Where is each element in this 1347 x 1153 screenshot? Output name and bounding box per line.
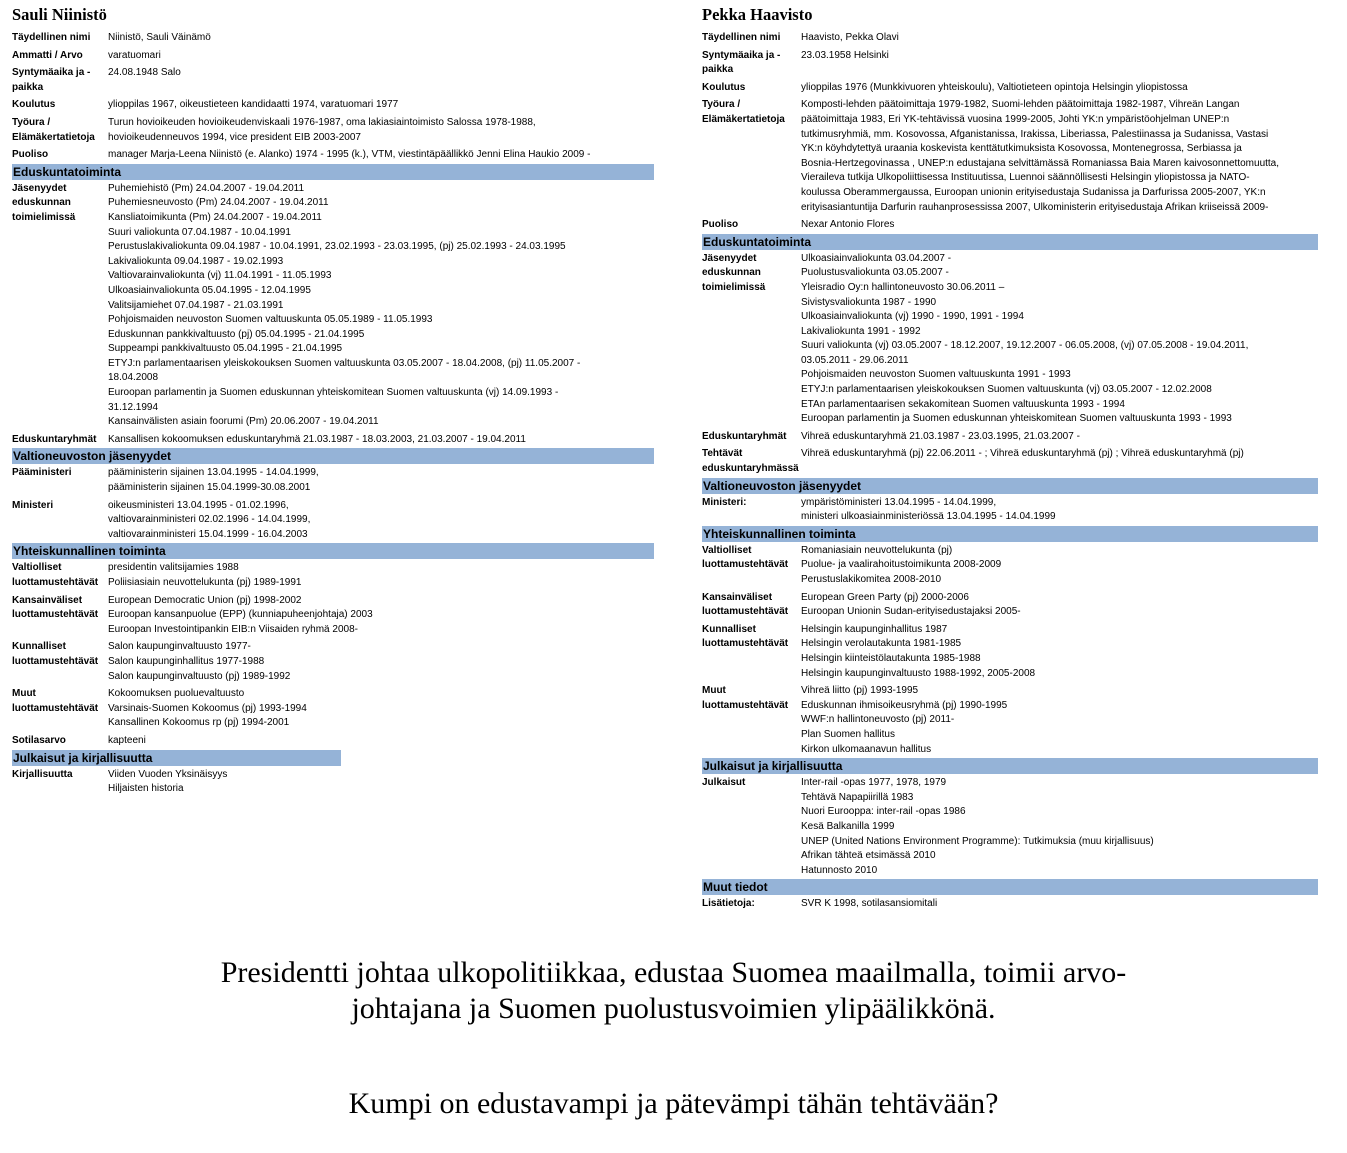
field-value bbox=[108, 182, 654, 430]
info-row bbox=[12, 116, 654, 145]
field-value bbox=[108, 499, 654, 543]
field-value-line: Vieraileva tutkija Ulkopoliittisessa Instituutissa, Luennoi säännöllisesti Helsingin yliopistossa ja NATO- bbox=[801, 172, 1250, 184]
field-label bbox=[702, 684, 801, 757]
field-value bbox=[108, 594, 654, 638]
person-name: Pekka Haavisto bbox=[702, 5, 813, 24]
government-row bbox=[12, 499, 654, 543]
field-value-line: 23.03.1958 Helsinki bbox=[801, 49, 889, 61]
field-label-line: Työura / bbox=[702, 99, 741, 111]
society-row bbox=[702, 544, 1318, 588]
field-value bbox=[108, 66, 654, 95]
field-value-line: European Green Party (pj) 2000-2006 bbox=[801, 591, 969, 603]
field-label-line: luottamustehtävät bbox=[702, 638, 789, 650]
field-label bbox=[702, 544, 801, 588]
section-header-yhteiskunnallinen: Yhteiskunnallinen toiminta bbox=[12, 543, 654, 559]
field-value-line: Varsinais-Suomen Kokoomus (pj) 1993-1994 bbox=[108, 702, 307, 714]
field-label-line: Elämäkertatietoja bbox=[12, 131, 95, 143]
field-value-line: ETAn parlamentaarisen sekakomitean Suomen valtuuskunta 1993 - 1994 bbox=[801, 398, 1125, 410]
field-label-line: Lisätietoja: bbox=[702, 898, 755, 910]
field-value-line: Vihreä eduskuntaryhmä (pj) 22.06.2011 - ; Vihreä eduskuntaryhmä (pj) ; Vihreä eduskuntaryhmä (pj) bbox=[801, 448, 1244, 460]
person-name: Sauli Niinistö bbox=[12, 5, 107, 24]
question bbox=[0, 1086, 1347, 1122]
field-label-line: Työura / bbox=[12, 116, 51, 128]
section-header-eduskunta: Eduskuntatoiminta bbox=[12, 164, 654, 180]
field-value-line: UNEP (United Nations Environment Programme): Tutkimuksia (muu kirjallisuus) bbox=[801, 835, 1154, 847]
field-label bbox=[702, 81, 801, 96]
field-value-line: Kokoomuksen puoluevaltuusto bbox=[108, 688, 245, 700]
field-value-line: hovioikeudenneuvos 1994, vice president EIB 2003-2007 bbox=[108, 131, 361, 143]
field-label bbox=[12, 98, 108, 113]
field-value-line: oikeusministeri 13.04.1995 - 01.02.1996, bbox=[108, 499, 289, 511]
society-row bbox=[12, 687, 654, 731]
field-value-line: Euroopan parlamentin ja Suomen eduskunnan yhteiskomitean Suomen valtuuskunta 1993 - 1993 bbox=[801, 413, 1232, 425]
field-label-line: Jäsenyydet bbox=[702, 252, 757, 264]
field-value bbox=[801, 430, 1318, 445]
field-value-line: Afrikan tähteä etsimässä 2010 bbox=[801, 850, 936, 862]
field-value bbox=[108, 768, 654, 797]
field-value-line: Kesä Balkanilla 1999 bbox=[801, 820, 895, 832]
info-row bbox=[12, 98, 654, 113]
field-label-line: luottamustehtävät bbox=[12, 655, 99, 667]
field-label-line: luottamustehtävät bbox=[12, 702, 99, 714]
field-value-line: varatuomari bbox=[108, 49, 161, 61]
field-label bbox=[12, 182, 108, 430]
field-value-line: Valtiovarainvaliokunta (vj) 11.04.1991 - 11.05.1993 bbox=[108, 270, 332, 282]
field-value-line: Lakivaliokunta 09.04.1987 - 19.02.1993 bbox=[108, 255, 284, 267]
field-value-line: valtiovarainministeri 15.04.1999 - 16.04.2003 bbox=[108, 528, 308, 540]
field-value bbox=[108, 433, 654, 448]
field-label bbox=[702, 776, 801, 878]
field-label-line: luottamustehtävät bbox=[12, 609, 99, 621]
field-value-line: Helsingin kaupunginhallitus 1987 bbox=[801, 623, 948, 635]
field-value-line: Kansallisen kokoomuksen eduskuntaryhmä 21.03.1987 - 18.03.2003, 21.03.2007 - 19.04.2011 bbox=[108, 433, 526, 445]
field-label-line: eduskunnan bbox=[12, 197, 71, 209]
field-value bbox=[108, 687, 654, 731]
field-value-line: Perustuslakivaliokunta 09.04.1987 - 10.04.1991, 23.02.1993 - 23.03.1995, (pj) 25.02.1993 - 24.03.1995 bbox=[108, 241, 566, 253]
info-row bbox=[12, 49, 654, 64]
field-value-line: Pohjoismaiden neuvoston Suomen valtuuskunta 1991 - 1993 bbox=[801, 369, 1071, 381]
groups-row bbox=[12, 433, 654, 448]
field-label-line: paikka bbox=[12, 81, 44, 93]
field-label-line: Kansainväliset bbox=[702, 591, 773, 603]
field-value-line: Euroopan kansanpuolue (EPP) (kunniapuheenjohtaja) 2003 bbox=[108, 609, 373, 621]
society-row bbox=[12, 640, 654, 684]
field-label-line: Pääministeri bbox=[12, 467, 72, 479]
field-label bbox=[12, 734, 108, 749]
field-value-line: Kansainvälisten asiain foorumi (Pm) 20.06.2007 - 19.04.2011 bbox=[108, 416, 379, 428]
field-label bbox=[12, 433, 108, 448]
field-value bbox=[801, 252, 1318, 427]
field-value-line: Puolue- ja vaalirahoitustoimikunta 2008-2009 bbox=[801, 559, 1002, 571]
field-value-line: manager Marja-Leena Niinistö (e. Alanko) 1974 - 1995 (k.), VTM, viestintäpäällikkö Jenni Elina Haukio 2009 - bbox=[108, 149, 591, 161]
section-header-julkaisut: Julkaisut ja kirjallisuutta bbox=[702, 758, 1318, 774]
field-label-line: Sotilasarvo bbox=[12, 734, 66, 746]
field-label bbox=[12, 768, 108, 797]
field-label-line: Ministeri: bbox=[702, 496, 747, 508]
field-value bbox=[108, 734, 654, 749]
field-value-line: Hiljaisten historia bbox=[108, 783, 184, 795]
field-label-line: toimielimissä bbox=[702, 281, 766, 293]
field-label bbox=[702, 447, 801, 476]
field-label-line: Kirjallisuutta bbox=[12, 768, 73, 780]
field-value bbox=[801, 49, 1318, 78]
field-label-line: luottamustehtävät bbox=[702, 606, 789, 618]
field-value-line: Ulkoasiainvaliokunta (vj) 1990 - 1990, 1991 - 1994 bbox=[801, 311, 1024, 323]
field-label bbox=[12, 640, 108, 684]
field-label bbox=[702, 31, 801, 46]
field-label bbox=[702, 430, 801, 445]
memberships-row bbox=[702, 252, 1318, 427]
field-value bbox=[801, 496, 1318, 525]
field-value-line: Plan Suomen hallitus bbox=[801, 728, 895, 740]
field-value bbox=[801, 31, 1318, 46]
field-value-line: kapteeni bbox=[108, 734, 146, 746]
field-label-line: Valtiolliset bbox=[12, 562, 62, 574]
field-value bbox=[801, 684, 1318, 757]
field-value-line: Kansallinen Kokoomus rp (pj) 1994-2001 bbox=[108, 717, 290, 729]
field-value bbox=[108, 640, 654, 684]
field-value-line: Euroopan Investointipankin EIB:n Viisaiden ryhmä 2008- bbox=[108, 623, 358, 635]
field-value-line: Salon kaupunginvaltuusto 1977- bbox=[108, 641, 251, 653]
field-value-line: Viiden Vuoden Yksinäisyys bbox=[108, 768, 228, 780]
society-row bbox=[12, 734, 654, 749]
right-profile bbox=[702, 4, 1318, 912]
field-label bbox=[702, 98, 801, 215]
field-value-line: presidentin valitsijamies 1988 bbox=[108, 562, 239, 574]
field-value-line: Niinistö, Sauli Väinämö bbox=[108, 32, 211, 43]
field-value-line: Ulkoasiainvaliokunta 05.04.1995 - 12.04.1995 bbox=[108, 284, 311, 296]
left-profile bbox=[12, 4, 654, 797]
field-label-line: paikka bbox=[702, 64, 734, 76]
field-label bbox=[702, 591, 801, 620]
field-value-line: Suppeampi pankkivaltuusto 05.04.1995 - 21.04.1995 bbox=[108, 343, 343, 355]
field-value-line: YK:n köyhdytettyä uraania koskevista kenttätutkimuksista Kosovossa, Montenegrossa, Serbiassa ja bbox=[801, 143, 1242, 155]
field-value bbox=[801, 81, 1318, 96]
field-value-line: Euroopan Unionin Sudan-erityisedustajaksi 2005- bbox=[801, 606, 1021, 618]
field-label-line: Kansainväliset bbox=[12, 594, 83, 606]
society-row bbox=[702, 591, 1318, 620]
info-row bbox=[702, 98, 1318, 215]
question-line: Kumpi on edustavampi ja pätevämpi tähän tehtävään? bbox=[348, 1087, 999, 1120]
field-label bbox=[702, 218, 801, 233]
field-label-line: luottamustehtävät bbox=[702, 559, 789, 571]
field-label-line: Koulutus bbox=[12, 99, 56, 111]
section-header-valtioneuvosto: Valtioneuvoston jäsenyydet bbox=[12, 448, 654, 464]
field-label-line: luottamustehtävät bbox=[702, 699, 789, 711]
field-label-line: Eduskuntaryhmät bbox=[12, 433, 97, 445]
field-value-line: Ulkoasiainvaliokunta 03.04.2007 - bbox=[801, 252, 952, 264]
field-label bbox=[12, 116, 108, 145]
field-value-line: pääministerin sijainen 13.04.1995 - 14.04.1999, bbox=[108, 467, 319, 479]
field-label-line: toimielimissä bbox=[12, 211, 76, 223]
field-label-line: eduskuntaryhmässä bbox=[702, 463, 799, 475]
field-value-line: Komposti-lehden päätoimittaja 1979-1982, Suomi-lehden päätoimittaja 1982-1987, Vihreän Langan bbox=[801, 99, 1240, 111]
field-value-line: ETYJ:n parlamentaarisen yleiskokouksen Suomen valtuuskunta (vj) 03.05.2007 - 12.02.2008 bbox=[801, 384, 1212, 396]
field-label bbox=[12, 594, 108, 638]
field-value-line: Inter-rail -opas 1977, 1978, 1979 bbox=[801, 777, 947, 789]
field-value-line: Sivistysvaliokunta 1987 - 1990 bbox=[801, 296, 937, 308]
field-label-line: Ministeri bbox=[12, 499, 54, 511]
extra-info-row bbox=[702, 897, 1318, 912]
literature-row bbox=[12, 768, 654, 797]
field-value-line: Salon kaupunginhallitus 1977-1988 bbox=[108, 655, 265, 667]
society-row bbox=[12, 594, 654, 638]
field-label bbox=[12, 31, 108, 46]
field-value-line: Helsingin kaupunginvaltuusto 1988-1992, 2005-2008 bbox=[801, 667, 1036, 679]
field-value-line: Haavisto, Pekka Olavi bbox=[801, 32, 899, 43]
field-value-line: Perustuslakikomitea 2008-2010 bbox=[801, 574, 942, 585]
field-value bbox=[108, 561, 654, 590]
field-value-line: Bosnia-Hertzegovinassa , UNEP:n edustajana selvittämässä Romaniassa Baia Maren kaivosonnettomuutta, bbox=[801, 157, 1280, 169]
government-row bbox=[702, 496, 1318, 525]
field-label-line: Julkaisut bbox=[702, 777, 746, 789]
field-value-line: ylioppilas 1976 (Munkkivuoren yhteiskoulu), Valtiotieteen opintoja Helsingin yliopistossa bbox=[801, 81, 1188, 93]
field-value-line: Puolustusvaliokunta 03.05.2007 - bbox=[801, 267, 949, 279]
field-value-line: Kansliatoimikunta (Pm) 24.04.2007 - 19.04.2011 bbox=[108, 211, 322, 223]
field-value bbox=[801, 591, 1318, 620]
section-header-valtioneuvosto: Valtioneuvoston jäsenyydet bbox=[702, 478, 1318, 494]
field-value-line: SVR K 1998, sotilasansiomitali bbox=[801, 898, 938, 910]
society-row bbox=[12, 561, 654, 590]
field-value bbox=[108, 116, 654, 145]
field-value bbox=[801, 98, 1318, 215]
publications-row bbox=[702, 776, 1318, 878]
bottom-text bbox=[0, 955, 1347, 1027]
field-label bbox=[702, 252, 801, 427]
field-label-line: Valtiolliset bbox=[702, 544, 752, 556]
field-label-line: Syntymäaika ja - bbox=[12, 67, 91, 79]
field-label-line: Eduskuntaryhmät bbox=[702, 430, 787, 442]
field-value-line: Suuri valiokunta (vj) 03.05.2007 - 18.12.2007, 19.12.2007 - 06.05.2008, (vj) 07.05.2008 - 19.04.2011, bbox=[801, 340, 1249, 352]
field-label bbox=[12, 687, 108, 731]
field-label bbox=[702, 496, 801, 525]
info-row bbox=[702, 49, 1318, 78]
field-label bbox=[12, 499, 108, 543]
memberships-row bbox=[12, 182, 654, 430]
field-label bbox=[12, 561, 108, 590]
field-value-line: Helsingin kiinteistölautakunta 1985-1988 bbox=[801, 652, 981, 664]
field-value bbox=[801, 623, 1318, 681]
field-value-line: Vihreä liitto (pj) 1993-1995 bbox=[801, 685, 919, 697]
field-value-line: koulussa Oberammergaussa, Euroopan unionin erityisedustaja Sudanissa ja Darfurissa 2005-2007, YK:n bbox=[801, 186, 1266, 198]
field-value-line: Yleisradio Oy:n hallintoneuvosto 30.06.2011 – bbox=[801, 281, 1005, 293]
society-row bbox=[702, 684, 1318, 757]
field-label-line: Elämäkertatietoja bbox=[702, 113, 785, 125]
field-label-line: Täydellinen nimi bbox=[702, 32, 781, 43]
field-label-line: Täydellinen nimi bbox=[12, 32, 91, 43]
field-value bbox=[801, 218, 1318, 233]
field-value-line: Eduskunnan ihmisoikeusryhmä (pj) 1990-1995 bbox=[801, 699, 1008, 711]
bottom-line-1: Presidentti johtaa ulkopolitiikkaa, edustaa Suomea maailmalla, toimii arvo- bbox=[220, 956, 1127, 989]
field-value bbox=[108, 98, 654, 113]
field-value-line: 18.04.2008 bbox=[108, 372, 159, 384]
field-value-line: pääministerin sijainen 15.04.1999-30.08.2001 bbox=[108, 482, 311, 494]
field-value-line: ETYJ:n parlamentaarisen yleiskokouksen Suomen valtuuskunta 03.05.2007 - 18.04.2008, (pj) 11.05.2007 - bbox=[108, 357, 581, 369]
field-label-line: eduskunnan bbox=[702, 267, 761, 279]
field-value-line: Tehtävä Napapiirillä 1983 bbox=[801, 791, 914, 803]
info-row bbox=[12, 66, 654, 95]
field-label-line: Kunnalliset bbox=[702, 623, 756, 635]
field-value-line: Lakivaliokunta 1991 - 1992 bbox=[801, 325, 921, 337]
government-row bbox=[12, 466, 654, 495]
field-value-line: Pohjoismaiden neuvoston Suomen valtuuskunta 05.05.1989 - 11.05.1993 bbox=[108, 314, 433, 326]
field-label-line: Muut bbox=[702, 685, 726, 697]
field-label-line: Koulutus bbox=[702, 81, 746, 93]
field-label-line: Kunnalliset bbox=[12, 641, 66, 653]
field-value-line: Suuri valiokunta 07.04.1987 - 10.04.1991 bbox=[108, 226, 291, 238]
field-value-line: Puhemiehistö (Pm) 24.04.2007 - 19.04.2011 bbox=[108, 182, 305, 194]
bottom-line-2: johtajana ja Suomen puolustusvoimien ylipäälikkönä. bbox=[351, 992, 996, 1025]
field-value bbox=[801, 544, 1318, 588]
field-value-line: European Democratic Union (pj) 1998-2002 bbox=[108, 594, 302, 606]
field-value-line: 24.08.1948 Salo bbox=[108, 67, 181, 79]
field-value-line: Helsingin verolautakunta 1981-1985 bbox=[801, 638, 962, 650]
field-value bbox=[801, 897, 1318, 912]
field-value-line: tutkimusryhmiä, mm. Kosovossa, Afganistanissa, Irakissa, Liberiassa, Palestiinassa ja Sudanissa, Vastasi bbox=[801, 128, 1269, 140]
info-row bbox=[12, 31, 654, 46]
section-header-muut: Muut tiedot bbox=[702, 879, 1318, 895]
field-label bbox=[702, 49, 801, 78]
field-value-line: Romaniasiain neuvottelukunta (pj) bbox=[801, 544, 953, 556]
field-value-line: ministeri ulkoasiainministeriössä 13.04.1995 - 14.04.1999 bbox=[801, 511, 1056, 523]
field-label-line: Puoliso bbox=[702, 219, 739, 231]
field-value-line: erityisasiantuntija Darfurin rauhanprosessissa 2007, Ulkoministerin erityisedustaja Afrikan kriiseissä 2009- bbox=[801, 201, 1269, 213]
info-row bbox=[702, 31, 1318, 46]
groups-row bbox=[702, 430, 1318, 445]
field-value-line: Puhemiesneuvosto (Pm) 24.04.2007 - 19.04.2011 bbox=[108, 197, 329, 209]
info-row bbox=[702, 218, 1318, 233]
field-value-line: Hatunnosto 2010 bbox=[801, 864, 878, 876]
field-label-line: Muut bbox=[12, 688, 36, 700]
field-label bbox=[12, 49, 108, 64]
field-value bbox=[108, 31, 654, 46]
field-label bbox=[702, 623, 801, 681]
field-value-line: Valitsijamiehet 07.04.1987 - 21.03.1991 bbox=[108, 299, 284, 311]
society-row bbox=[702, 623, 1318, 681]
field-value-line: Euroopan parlamentin ja Suomen eduskunnan yhteiskomitean Suomen valtuuskunta (vj) 14.09.1993 - bbox=[108, 387, 559, 399]
field-value-line: ympäristöministeri 13.04.1995 - 14.04.1999, bbox=[801, 496, 997, 508]
field-value-line: Turun hovioikeuden hovioikeudenviskaali 1976-1987, oma lakiasiaintoimisto Salossa 1978-1988, bbox=[108, 116, 536, 128]
info-row bbox=[702, 81, 1318, 96]
field-value bbox=[801, 776, 1318, 878]
field-label-line: Jäsenyydet bbox=[12, 182, 67, 194]
section-header-julkaisut: Julkaisut ja kirjallisuutta bbox=[12, 750, 341, 766]
section-header-eduskunta: Eduskuntatoiminta bbox=[702, 234, 1318, 250]
field-value-line: Nuori Eurooppa: inter-rail -opas 1986 bbox=[801, 806, 966, 818]
section-header-yhteiskunnallinen: Yhteiskunnallinen toiminta bbox=[702, 526, 1318, 542]
field-value-line: Kirkon ulkomaanavun hallitus bbox=[801, 743, 932, 755]
field-value-line: ylioppilas 1967, oikeustieteen kandidaatti 1974, varatuomari 1977 bbox=[108, 99, 399, 111]
field-value-line: 03.05.2011 - 29.06.2011 bbox=[801, 354, 909, 366]
field-value bbox=[108, 466, 654, 495]
field-value-line: 31.12.1994 bbox=[108, 401, 159, 413]
field-label bbox=[702, 897, 801, 912]
field-value-line: Vihreä eduskuntaryhmä 21.03.1987 - 23.03.1995, 21.03.2007 - bbox=[801, 430, 1080, 442]
field-value bbox=[108, 49, 654, 64]
field-value-line: Salon kaupunginvaltuusto (pj) 1989-1992 bbox=[108, 670, 291, 682]
field-label bbox=[12, 148, 108, 163]
info-row bbox=[12, 148, 654, 163]
field-label bbox=[12, 66, 108, 95]
field-label-line: luottamustehtävät bbox=[12, 577, 99, 588]
field-value-line: WWF:n hallintoneuvosto (pj) 2011- bbox=[801, 714, 955, 726]
field-value-line: Nexar Antonio Flores bbox=[801, 219, 895, 231]
field-label-line: Puoliso bbox=[12, 149, 49, 161]
field-label-line: Syntymäaika ja - bbox=[702, 49, 781, 61]
field-value-line: valtiovarainministeri 02.02.1996 - 14.04.1999, bbox=[108, 514, 311, 526]
field-label bbox=[12, 466, 108, 495]
field-value bbox=[801, 447, 1318, 476]
field-label-line: Ammatti / Arvo bbox=[12, 49, 83, 61]
group-tasks-row bbox=[702, 447, 1318, 476]
field-value-line: päätoimittaja 1983, Eri YK-tehtävissä vuosina 1999-2005, Johti YK:n ympäristöohjelman UNEP:n bbox=[801, 113, 1230, 125]
field-label-line: Tehtävät bbox=[702, 448, 743, 460]
field-value-line: Eduskunnan pankkivaltuusto (pj) 05.04.1995 - 21.04.1995 bbox=[108, 328, 365, 340]
field-value-line: Poliisiasiain neuvottelukunta (pj) 1989-1991 bbox=[108, 577, 302, 588]
field-value bbox=[108, 148, 654, 163]
